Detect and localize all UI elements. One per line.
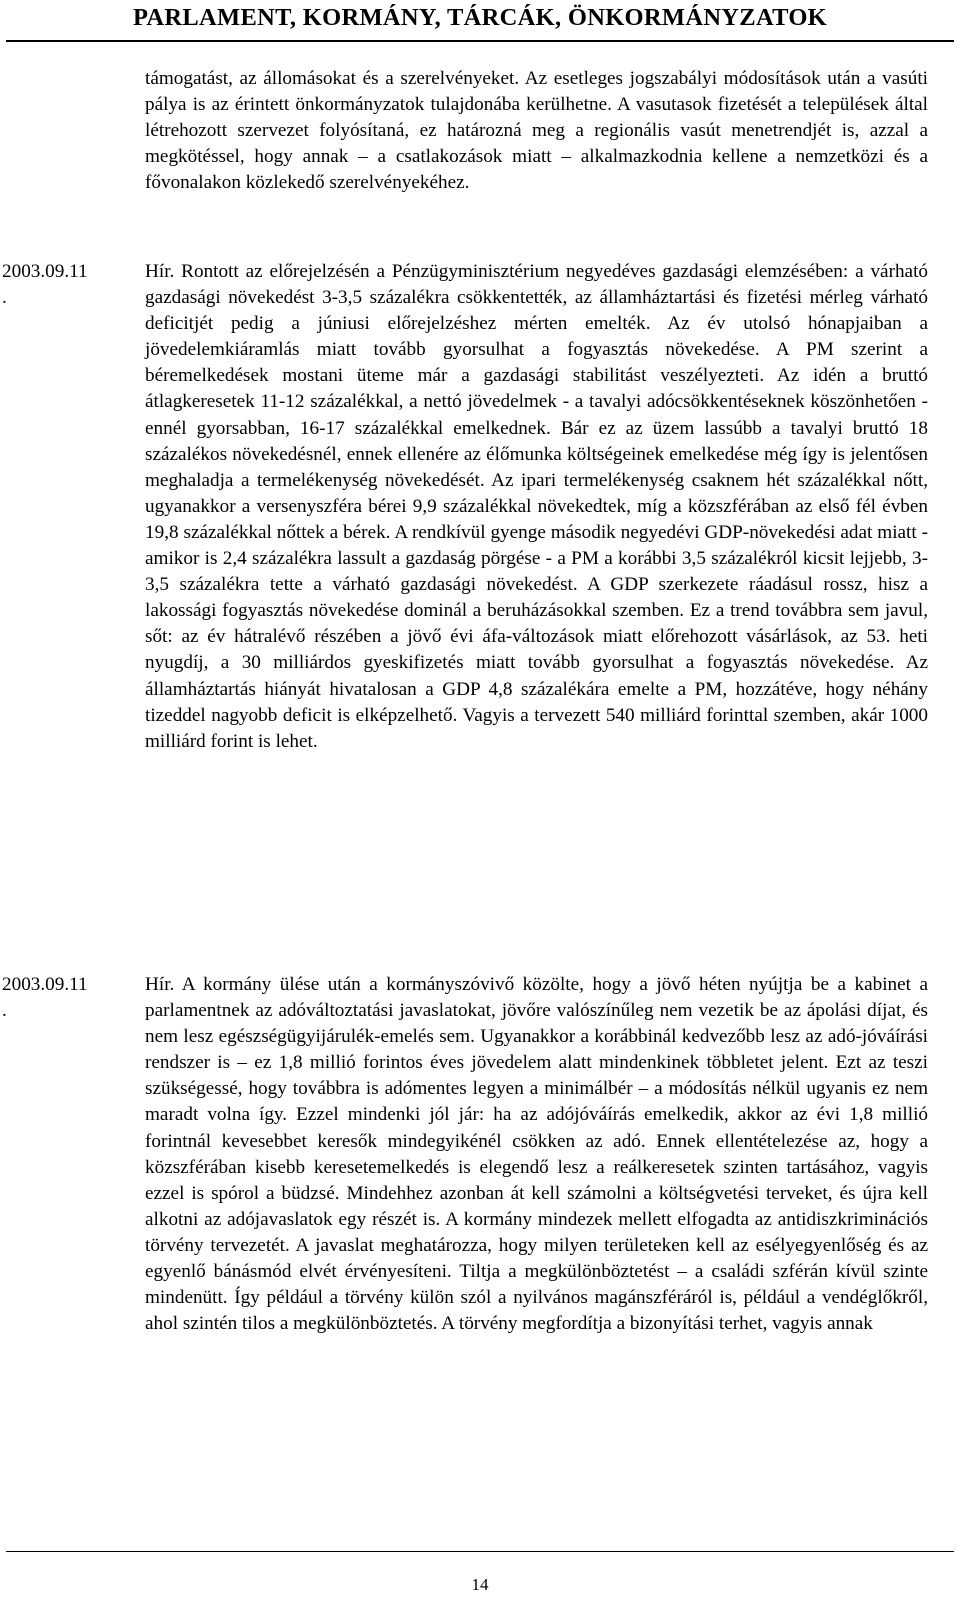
entry-date: 2003.09.11 . [2,261,88,309]
entry-text: Hír. A kormány ülése után a kormányszóvivő közölte, hogy a jövő héten nyújtja be a kabinet a parlamentnek az adóváltoztatási javaslatokat, jövőre valószínűleg nem vezetik be az ápolási díjat, és nem lesz egészségügyijárulék-emelés sem. Ugyanakkor a korábbinál kedvezőbb lesz az adó-jóváírási rendszer is – ez 1,8 millió forintos éves jövedelem alatt mindenkinek többletet jelent. Ezt az teszi szükségessé, hogy továbbra is adómentes legyen a minimálbér – a módosítás nélkül ugyanis ez nem maradt volna így. Ezzel mindenki jól jár: ha az adójóváírás emelkedik, akkor az évi 1,8 millió forintnál kevesebbet keresők mindegyikénél csökken az adó. Ennek ellentételezése az, hogy a közszférában kisebb keresetemelkedés is elegendő lesz a reálkeresetek szinten tartásához, vagyis ezzel is spórol a büdzsé. Mindehhez azonban át kell számolni a költségvetési terveket, és újra kell alkotni az adójavaslatok egy részét is. A kormány mindezek mellett elfogadta az antidiszkriminációs törvény tervezetét. A javaslat meghatározza, hogy milyen területeken kell az esélyegyenlőség és az egyenlő bánásmód elvét érvényesíteni. Tiltja a megkülönböztetést – a családi szférán kívül szinte mindenütt. Így például a törvény külön szól a nyilvános magánszféráról is, például a vendéglőkről, ahol szintén tilos a megkülönböztetés. A törvény megfordítja a bizonyítási terhet, vagyis annak [145,974,928,1335]
entry-date: 2003.09.11 . [2,974,88,1022]
header-divider [6,40,954,42]
footer-divider [6,1551,954,1552]
entry-text: Hír. Rontott az előrejelzésén a Pénzügyminisztérium negyedéves gazdasági elemzésében: a várható gazdasági növekedést 3-3,5 százalékra csökkentették, az államháztartási és fizetési mérleg várható deficitjét pedig a júniusi előrejelzéshez mérten emelték. Az év utolsó hónapjaiban a jövedelemkiáramlás miatt tovább gyorsulhat a fogyasztás növekedése. A PM szerint a béremelkedések mostani üteme már a gazdasági stabilitást veszélyezteti. Az idén a bruttó átlagkeresetek 11-12 százalékkal, a nettó jövedelmek - a tavalyi adócsökkentéseknek köszönhetően - ennél gyorsabban, 16-17 százalékkal emelkednek. Bár ez az üzem lassúbb a tavalyi bruttó 18 százalékos növekedésnél, ennek ellenére az élőmunka költségeinek emelkedése még így is jelentősen meghaladja a termelékenység növekedését. Az ipari termelékenység csaknem hét százalékkal nőtt, ugyanakkor a versenyszféra bérei 9,9 százalékkal növekedtek, míg a közszférában az első fél évben 19,8 százalékkal nőttek a bérek. A rendkívül gyenge második negyedévi GDP-növekedési adat miatt - amikor is 2,4 százalékra lassult a gazdaság pörgése - a PM a korábbi 3,5 százalékról kicsit lejjebb, 3-3,5 százalékra tette a várható gazdasági növekedést. A GDP szerkezete ráadásul rossz, hisz a lakossági fogyasztás növekedése dominál a beruházásokkal szemben. Ez a trend továbbra sem javul, sőt: az év hátralévő részében a jövő évi áfa-változások miatt előrehozott vásárlások, az 53. heti nyugdíj, a 30 milliárdos gyeskifizetés miatt tovább gyorsulhat a fogyasztás növekedése. Az államháztartás hiányát hivatalosan a GDP 4,8 százalékára emelte a PM, hozzátéve, hogy néhány tizeddel nagyobb deficit is elképzelhető. Vagyis a tervezett 540 milliárd forinttal szemben, akár 1000 milliárd forint is lehet. [145,261,928,752]
page-number: 14 [471,1575,489,1594]
continued-paragraph: támogatást, az állomásokat és a szerelvényeket. Az esetleges jogszabályi módosítások után a vasúti pálya is az érintett önkormányzatok tulajdonába kerülhetne. A vasutasok fizetését a települések által létrehozott szervezet folyósítaná, ez határozná meg a regionális vasút menetrendjét is, azzal a megkötéssel, hogy annak – a csatlakozások miatt – alkalmazkodnia kellene a nemzetközi és a fővonalakon közlekedő szerelvényekéhez. [145,68,928,194]
running-header: PARLAMENT, KORMÁNY, TÁRCÁK, ÖNKORMÁNYZATOK [132,4,828,31]
